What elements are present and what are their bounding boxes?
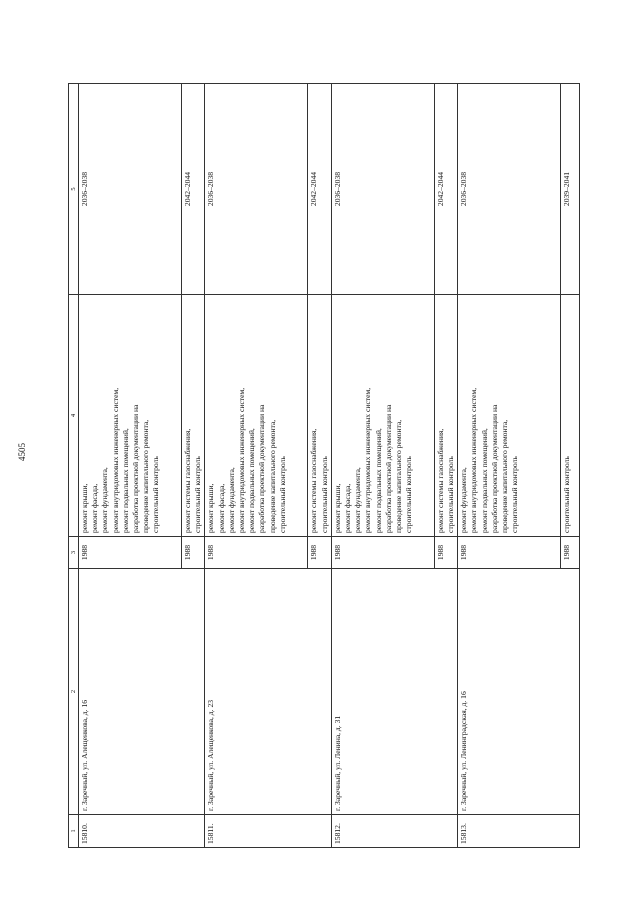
repair-period: 2042–2044 bbox=[182, 84, 205, 295]
repair-work-item: ремонт системы газоснабжения, bbox=[435, 428, 445, 533]
repair-work-item: ремонт крыши, bbox=[80, 483, 89, 533]
repair-work-item: разработка проектной документации на bbox=[383, 404, 393, 533]
building-address: г. Заречный, ул. Ленинградская, д. 16 bbox=[458, 569, 580, 815]
page-number: 4505 bbox=[17, 443, 27, 461]
repair-work-item: ремонт фундамента, bbox=[226, 467, 236, 533]
row-number: 15811. bbox=[205, 815, 331, 848]
repair-work-item: ремонт подвальных помещений, bbox=[479, 428, 489, 533]
row-number: 15812. bbox=[331, 815, 457, 848]
repair-period: 2036–2038 bbox=[79, 84, 182, 295]
repair-period: 2042–2044 bbox=[434, 84, 457, 295]
repair-work-item: ремонт внутридомовых инженерных систем, bbox=[110, 387, 120, 533]
repair-work-item: ремонт подвальных помещений, bbox=[373, 428, 383, 533]
repair-works bbox=[434, 295, 457, 537]
repair-work-item: ремонт подвальных помещений, bbox=[120, 428, 130, 533]
repair-work-item: ремонт внутридомовых инженерных систем, bbox=[469, 387, 479, 533]
repair-work-item: строительный контроль bbox=[319, 456, 329, 533]
repair-works bbox=[308, 295, 331, 537]
building-address: г. Заречный, ул. Ленина, д. 31 bbox=[331, 569, 457, 815]
column-number-2: 2 bbox=[69, 569, 79, 815]
build-year: 1988 bbox=[434, 537, 457, 569]
repair-work-item: ремонт подвальных помещений, bbox=[247, 428, 257, 533]
repair-work-item: ремонт фасада, bbox=[216, 483, 226, 533]
repair-work-item: ремонт крыши, bbox=[206, 483, 216, 533]
build-year: 1988 bbox=[182, 537, 205, 569]
repair-work-item: строительный контроль bbox=[510, 456, 520, 533]
build-year: 1988 bbox=[458, 537, 561, 569]
column-number-1: 1 bbox=[69, 815, 79, 848]
repair-work-item: разработка проектной документации на bbox=[257, 404, 267, 533]
table-row bbox=[205, 84, 308, 848]
table-body bbox=[79, 84, 580, 848]
repair-work-item: ремонт фундамента, bbox=[353, 467, 363, 533]
row-number: 15813. bbox=[458, 815, 580, 848]
building-address: г. Заречный, ул. Алещенкова, д. 23 bbox=[205, 569, 331, 815]
repair-work-item: строительный контроль bbox=[404, 456, 414, 533]
column-number-5: 5 bbox=[69, 84, 79, 295]
repair-works bbox=[79, 295, 182, 537]
column-number-3: 3 bbox=[69, 537, 79, 569]
repair-work-item: строительный контроль bbox=[446, 456, 456, 533]
rotated-table-container bbox=[68, 84, 572, 848]
repair-works bbox=[331, 295, 434, 537]
repair-work-item: проведение капитального ремонта, bbox=[394, 419, 404, 533]
repair-work-item: ремонт внутридомовых инженерных систем, bbox=[363, 387, 373, 533]
repair-work-item: проведение капитального ремонта, bbox=[500, 419, 510, 533]
repair-work-item: проведение капитального ремонта, bbox=[141, 419, 151, 533]
repair-period: 2036–2038 bbox=[331, 84, 434, 295]
table-row bbox=[458, 84, 561, 848]
build-year: 1988 bbox=[561, 537, 580, 569]
repair-works bbox=[561, 295, 580, 537]
repair-works bbox=[182, 295, 205, 537]
row-number: 15810. bbox=[79, 815, 205, 848]
column-header-row bbox=[69, 84, 79, 848]
table-row bbox=[79, 84, 182, 848]
repair-schedule-table bbox=[68, 83, 580, 848]
repair-work-item: строительный контроль bbox=[277, 456, 287, 533]
repair-work-item: ремонт внутридомовых инженерных систем, bbox=[237, 387, 247, 533]
repair-work-item: строительный контроль bbox=[562, 456, 572, 533]
repair-works bbox=[205, 295, 308, 537]
repair-work-item: ремонт системы газоснабжения, bbox=[183, 428, 192, 533]
repair-work-item: ремонт фасада, bbox=[343, 483, 353, 533]
column-number-4: 4 bbox=[69, 295, 79, 537]
repair-work-item: строительный контроль bbox=[193, 456, 203, 533]
repair-work-item: проведение капитального ремонта, bbox=[267, 419, 277, 533]
repair-work-item: ремонт системы газоснабжения, bbox=[309, 428, 319, 533]
build-year: 1988 bbox=[205, 537, 308, 569]
repair-period: 2039–2041 bbox=[561, 84, 580, 295]
repair-work-item: ремонт фасада, bbox=[90, 483, 100, 533]
repair-works bbox=[458, 295, 561, 537]
repair-period: 2042–2044 bbox=[308, 84, 331, 295]
repair-work-item: ремонт крыши, bbox=[332, 483, 342, 533]
repair-work-item: разработка проектной документации на bbox=[489, 404, 499, 533]
building-address: г. Заречный, ул. Алещенкова, д. 16 bbox=[79, 569, 205, 815]
build-year: 1988 bbox=[79, 537, 182, 569]
repair-period: 2036–2038 bbox=[205, 84, 308, 295]
build-year: 1988 bbox=[331, 537, 434, 569]
repair-work-item: ремонт фундамента, bbox=[459, 467, 469, 533]
build-year: 1988 bbox=[308, 537, 331, 569]
repair-period: 2036–2038 bbox=[458, 84, 561, 295]
table-row bbox=[331, 84, 434, 848]
repair-work-item: ремонт фундамента, bbox=[100, 467, 110, 533]
repair-work-item: разработка проектной документации на bbox=[131, 404, 141, 533]
table-viewport bbox=[68, 84, 572, 848]
repair-work-item: строительный контроль bbox=[151, 456, 161, 533]
